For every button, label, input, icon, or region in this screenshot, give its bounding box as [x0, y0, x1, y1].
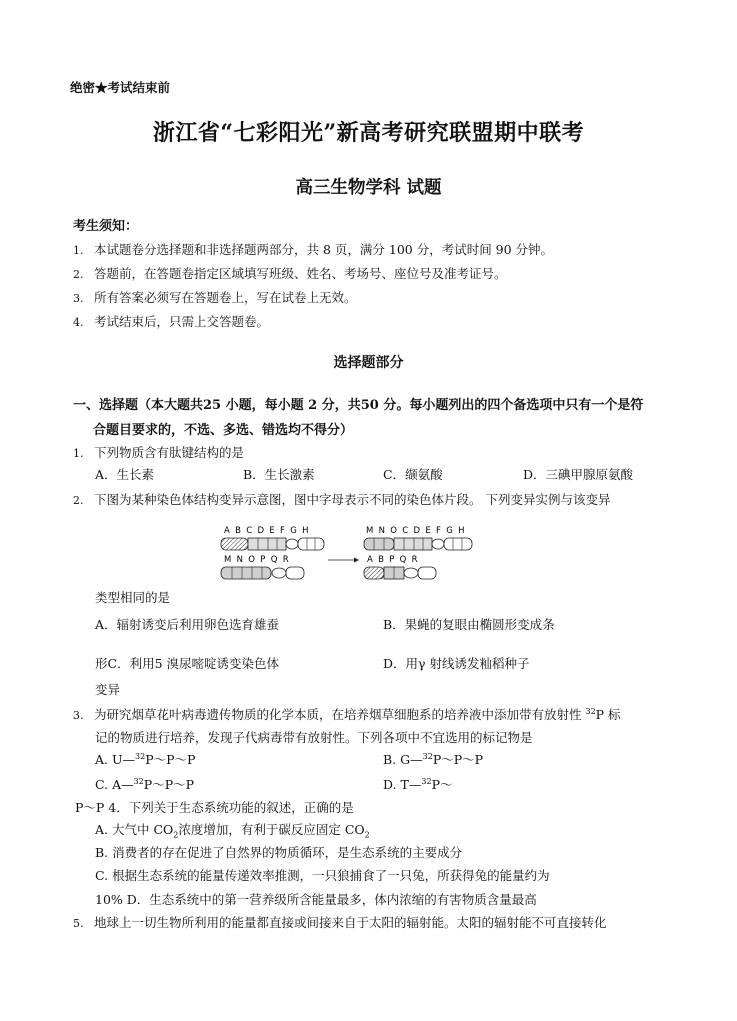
question-text: 为研究烟草花叶病毒遗传物质的化学本质，在培养烟草细胞系的培养液中添加带有放射性	[94, 707, 586, 722]
q4-option-c: C. 根据生态系统的能量传递效率推测，一只狼捕食了一只兔，所获得兔的能量约为	[95, 868, 550, 883]
svg-text:M N O P Q R: M N O P Q R	[224, 555, 290, 565]
question-2-stem-cont: 类型相同的是	[95, 590, 171, 605]
q2-option-c: 形C．利用5 溴尿嘧啶诱变染色体	[95, 656, 279, 671]
chromosome-2	[221, 555, 304, 579]
notice-item-number: 4.	[73, 316, 84, 329]
part-instructions-line2: 合题目要求的，不选、多选、错选均不得分）	[93, 423, 354, 438]
superscript: 32	[422, 751, 433, 761]
subscript: 2	[364, 830, 370, 840]
subscript: 2	[173, 830, 179, 840]
option-text: D. T—	[383, 777, 422, 792]
notice-heading: 考生须知：	[73, 219, 139, 234]
question-text: P 标	[595, 707, 621, 722]
notice-item-text: 答题前，在答题卷指定区域填写班级、姓名、考场号、座位号及准考证号。	[94, 266, 507, 281]
q1-option-a: A．生长素	[95, 467, 155, 482]
chromosome-3	[364, 526, 472, 550]
option-text: A. 大气中 CO	[95, 822, 174, 837]
notice-item-text: 所有答案必须写在答题卷上，写在试卷上无效。	[94, 290, 357, 305]
part-instructions-line1: 一、选择题（本大题共25 小题，每小题 2 分，共50 分。每小题列出的四个备选项中只有一个是符	[73, 398, 644, 413]
q1-option-d: D．三碘甲腺原氨酸	[523, 467, 634, 482]
q3-option-b	[383, 750, 483, 768]
question-number: 3.	[73, 709, 84, 722]
question-number: 5.	[73, 917, 84, 930]
question-number: 2.	[73, 494, 84, 507]
notice-item-number: 1.	[73, 244, 84, 257]
q1-option-c: C．缬氨酸	[383, 467, 443, 482]
q3-option-d	[383, 775, 452, 793]
chromosome-4	[364, 555, 436, 579]
question-3-stem-cont: 记的物质进行培养，发现子代病毒带有放射性。下列各项中不宜选用的标记物是	[95, 730, 533, 745]
q3-option-c	[95, 775, 194, 793]
superscript: 32	[421, 776, 432, 786]
q1-option-b: B．生长激素	[243, 467, 315, 482]
option-text: B. G—	[383, 752, 423, 767]
q4-option-d: 10% D．生态系统中的第一营养级所含能量最多，体内浓缩的有害物质含量最高	[95, 892, 537, 907]
question-1-stem	[73, 443, 244, 461]
question-5-stem	[73, 913, 607, 931]
question-text: 地球上一切生物所利用的能量都直接或间接来自于太阳的辐射能。太阳的辐射能不可直接转化	[94, 915, 607, 930]
notice-item	[73, 240, 553, 258]
notice-item-number: 3.	[73, 292, 84, 305]
option-text: P～	[431, 777, 453, 792]
option-text: P～P～P	[145, 752, 196, 767]
option-text: A. U—	[95, 752, 136, 767]
chromosome-diagram	[218, 524, 478, 586]
q2-option-tail: 变异	[95, 682, 121, 697]
option-text: C. A—	[95, 777, 134, 792]
q2-option-d: D．用γ 射线诱发籼稻种子	[383, 656, 530, 671]
q4-option-a	[95, 820, 370, 838]
arrow-icon	[328, 558, 359, 563]
question-3-stem	[73, 705, 621, 723]
exam-title: 浙江省“七彩阳光”新高考研究联盟期中联考	[152, 120, 585, 146]
question-number: 1.	[73, 447, 84, 460]
option-text: P～P～P	[432, 752, 484, 767]
notice-item	[73, 288, 357, 306]
section-title: 选择题部分	[333, 355, 404, 371]
option-text: P～P～P	[143, 777, 195, 792]
exam-subtitle: 高三生物学科 试题	[295, 178, 442, 198]
question-text: 下列物质含有肽键结构的是	[94, 445, 245, 460]
notice-item-text: 考试结束后，只需上交答题卷。	[94, 314, 270, 329]
chromosome-1	[221, 526, 324, 550]
question-2-stem	[73, 490, 610, 508]
superscript: 32	[585, 706, 596, 716]
svg-text:A B C D E F G H: A B C D E F G H	[224, 526, 310, 536]
svg-text:M N O C D E F G H: M N O C D E F G H	[366, 526, 466, 536]
q3-option-a	[95, 750, 195, 768]
question-4-stem: P～P 4．下列关于生态系统功能的叙述，正确的是	[75, 800, 354, 815]
q4-option-b: B. 消费者的存在促进了自然界的物质循环，是生态系统的主要成分	[95, 845, 463, 860]
notice-item-text: 本试题卷分选择题和非选择题两部分，共 8 页，满分 100 分，考试时间 90 分钟。	[94, 242, 554, 257]
confidential-label: 绝密★考试结束前	[70, 80, 171, 95]
notice-item-number: 2.	[73, 268, 84, 281]
option-text: 浓度增加，有利于碳反应固定 CO	[178, 822, 365, 837]
q2-option-b: B．果蝇的复眼由椭圆形变成条	[383, 617, 555, 632]
question-text: 下图为某种染色体结构变异示意图，图中字母表示不同的染色体片段。 下列变异实例与该变异	[94, 492, 611, 507]
notice-item	[73, 312, 269, 330]
notice-item	[73, 264, 507, 282]
superscript: 32	[133, 776, 144, 786]
superscript: 32	[135, 751, 146, 761]
q2-option-a: A．辐射诱变后利用卵色选育雄蚕	[95, 617, 280, 632]
svg-text:A B P Q R: A B P Q R	[367, 555, 419, 565]
